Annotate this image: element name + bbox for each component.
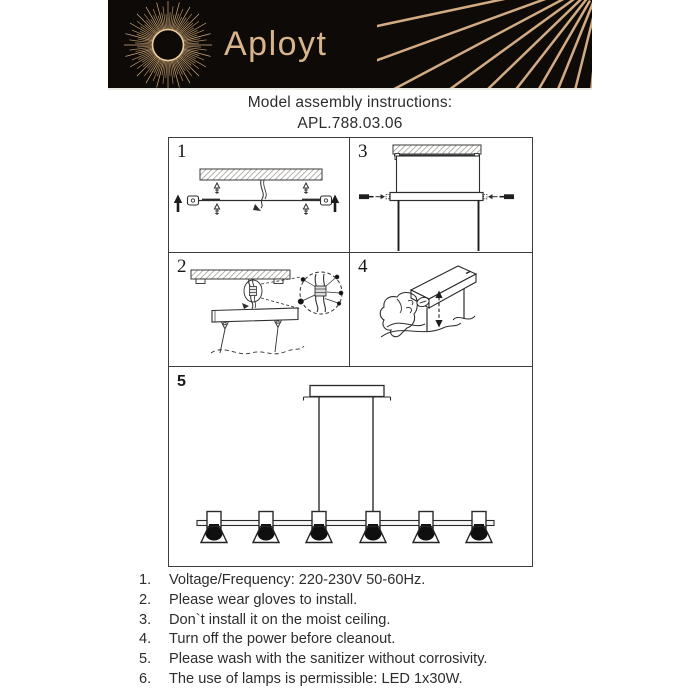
model-number: APL.788.03.06 xyxy=(297,115,403,132)
page-title: Model assembly instructions: xyxy=(247,94,453,111)
assembly-steps-grid xyxy=(168,137,533,567)
brand-banner xyxy=(108,0,592,88)
list-item-text: Voltage/Frequency: 220-230V 50-60Hz. xyxy=(169,572,426,588)
list-item xyxy=(139,591,579,611)
list-item xyxy=(139,650,579,670)
title-block xyxy=(0,92,700,134)
list-item-number: 5. xyxy=(139,651,152,668)
list-item-number: 1. xyxy=(139,572,152,588)
spotlight xyxy=(306,511,332,542)
list-item xyxy=(139,670,579,690)
sunburst-icon xyxy=(122,0,214,88)
list-item-text: The use of lamps is permissible: LED 1x30W. xyxy=(169,670,463,687)
step-1-panel xyxy=(169,138,350,253)
cable-adjustment-diagram xyxy=(350,253,531,365)
step-number: 5 xyxy=(177,372,186,390)
rays-icon xyxy=(377,0,592,88)
list-item-text: Please wear gloves to install. xyxy=(169,591,358,608)
list-item-number: 6. xyxy=(139,670,152,687)
step-number: 2 xyxy=(177,255,187,277)
list-item-text: Don`t install it on the moist ceiling. xyxy=(169,611,391,628)
assembled-fixture-diagram xyxy=(169,367,531,563)
spotlight xyxy=(201,511,227,542)
list-item xyxy=(139,630,579,650)
spotlight xyxy=(466,511,492,542)
list-item-text: Turn off the power before cleanout. xyxy=(169,631,396,648)
list-item xyxy=(139,611,579,631)
list-item-number: 4. xyxy=(139,631,152,648)
instruction-list xyxy=(139,571,579,690)
list-item-number: 3. xyxy=(139,611,152,628)
spotlight xyxy=(253,511,279,542)
spotlight xyxy=(413,511,439,542)
step-4-panel xyxy=(350,253,532,367)
brand-logo-text: Aployt xyxy=(224,25,328,63)
step-number: 1 xyxy=(177,141,187,162)
step-5-panel xyxy=(169,367,532,567)
step-number: 4 xyxy=(358,255,368,277)
list-item xyxy=(139,571,579,591)
step-3-panel xyxy=(350,138,532,253)
list-item-number: 2. xyxy=(139,591,152,608)
bracket-mounting-diagram xyxy=(169,138,348,251)
wire-connection-diagram xyxy=(169,253,348,365)
step-number: 3 xyxy=(358,141,368,162)
canopy-screws-diagram xyxy=(350,138,531,251)
list-item-text: Please wash with the sanitizer without corrosivity. xyxy=(169,651,488,668)
step-2-panel xyxy=(169,253,350,367)
spotlight xyxy=(360,511,386,542)
